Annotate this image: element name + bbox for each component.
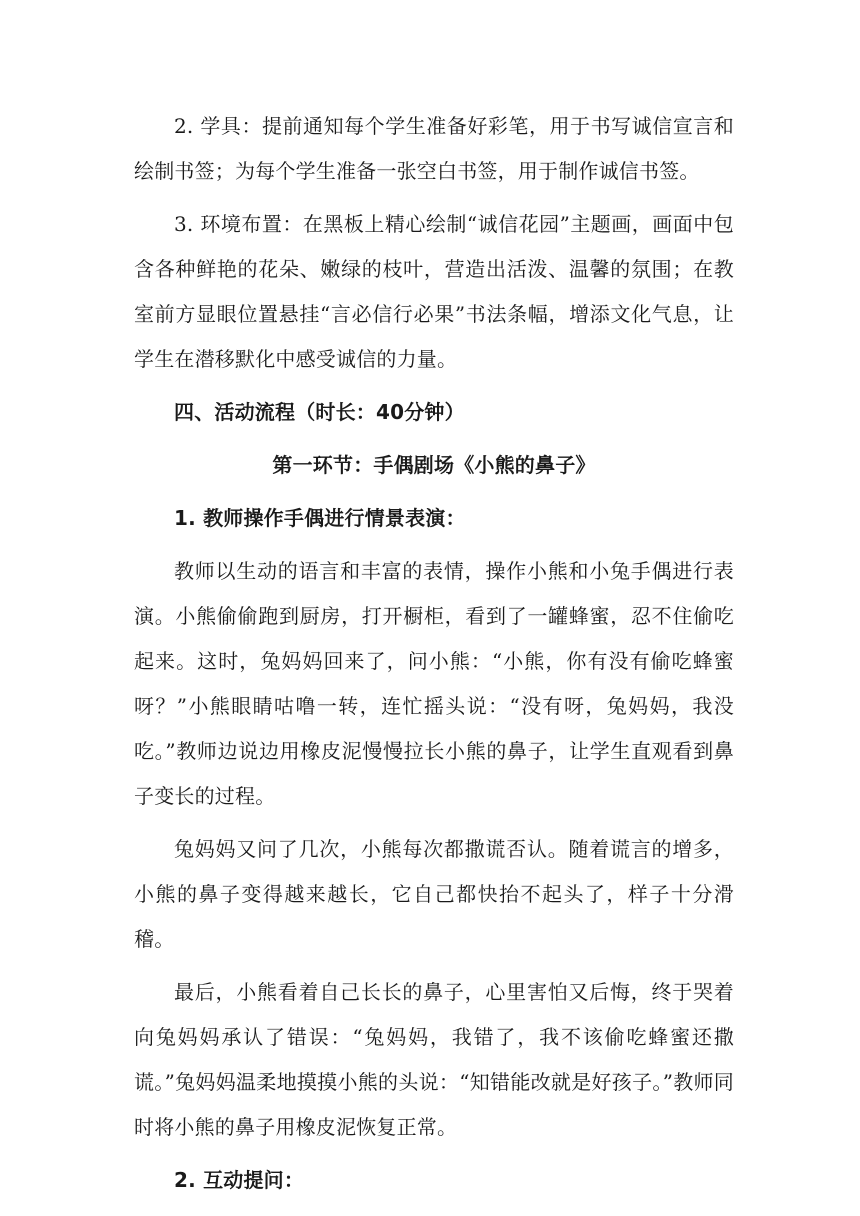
paragraph-environment: 3. 环境布置：在黑板上精心绘制“诚信花园”主题画，画面中包含各种鲜艳的花朵、嫩绿的枝叶，营造出活泼、温馨的氛围；在教室前方显眼位置悬挂“言必信行必果”书法条幅，增添文化气息，让学生在潜移默化中感受诚信的力量。 — [134, 212, 734, 371]
document-body — [134, 104, 734, 1203]
spacer — [134, 488, 734, 496]
paragraph-story-one: 教师以生动的语言和丰富的表情，操作小熊和小兔手偶进行表演。小熊偷偷跑到厨房，打开橱柜，看到了一罐蜂蜜，忍不住偷吃起来。这时，兔妈妈回来了，问小熊：“小熊，你有没有偷吃蜂蜜呀？”小熊眼睛咕噜一转，连忙摇头说：“没有呀，兔妈妈，我没吃。”教师边说边用橡皮泥慢慢拉长小熊的鼻子，让学生直观看到鼻子变长的过程。 — [134, 559, 734, 808]
heading-step-two: 2. 互动提问： — [174, 1168, 305, 1192]
heading-activity-flow: 四、活动流程（时长：40分钟） — [174, 400, 465, 424]
heading-section-one: 第一环节：手偶剧场《小熊的鼻子》 — [272, 453, 596, 477]
spacer — [134, 541, 734, 549]
spacer — [134, 382, 734, 390]
spacer — [134, 435, 734, 443]
paragraph-story-two: 兔妈妈又问了几次，小熊每次都撒谎否认。随着谎言的增多，小熊的鼻子变得越来越长，它自己都快抬不起头了，样子十分滑稽。 — [134, 837, 734, 951]
paragraph-tools: 2. 学具：提前通知每个学生准备好彩笔，用于书写诚信宣言和绘制书签；为每个学生准备一张空白书签，用于制作诚信书签。 — [134, 114, 734, 183]
spacer — [134, 962, 734, 970]
spacer — [134, 819, 734, 827]
spacer — [134, 194, 734, 202]
spacer — [134, 1150, 734, 1158]
paragraph-story-three: 最后，小熊看着自己长长的鼻子，心里害怕又后悔，终于哭着向兔妈妈承认了错误：“兔妈妈，我错了，我不该偷吃蜂蜜还撒谎。”兔妈妈温柔地摸摸小熊的头说：“知错能改就是好孩子。”教师同时将小熊的鼻子用橡皮泥恢复正常。 — [134, 980, 734, 1139]
heading-step-one: 1. 教师操作手偶进行情景表演： — [174, 506, 466, 530]
